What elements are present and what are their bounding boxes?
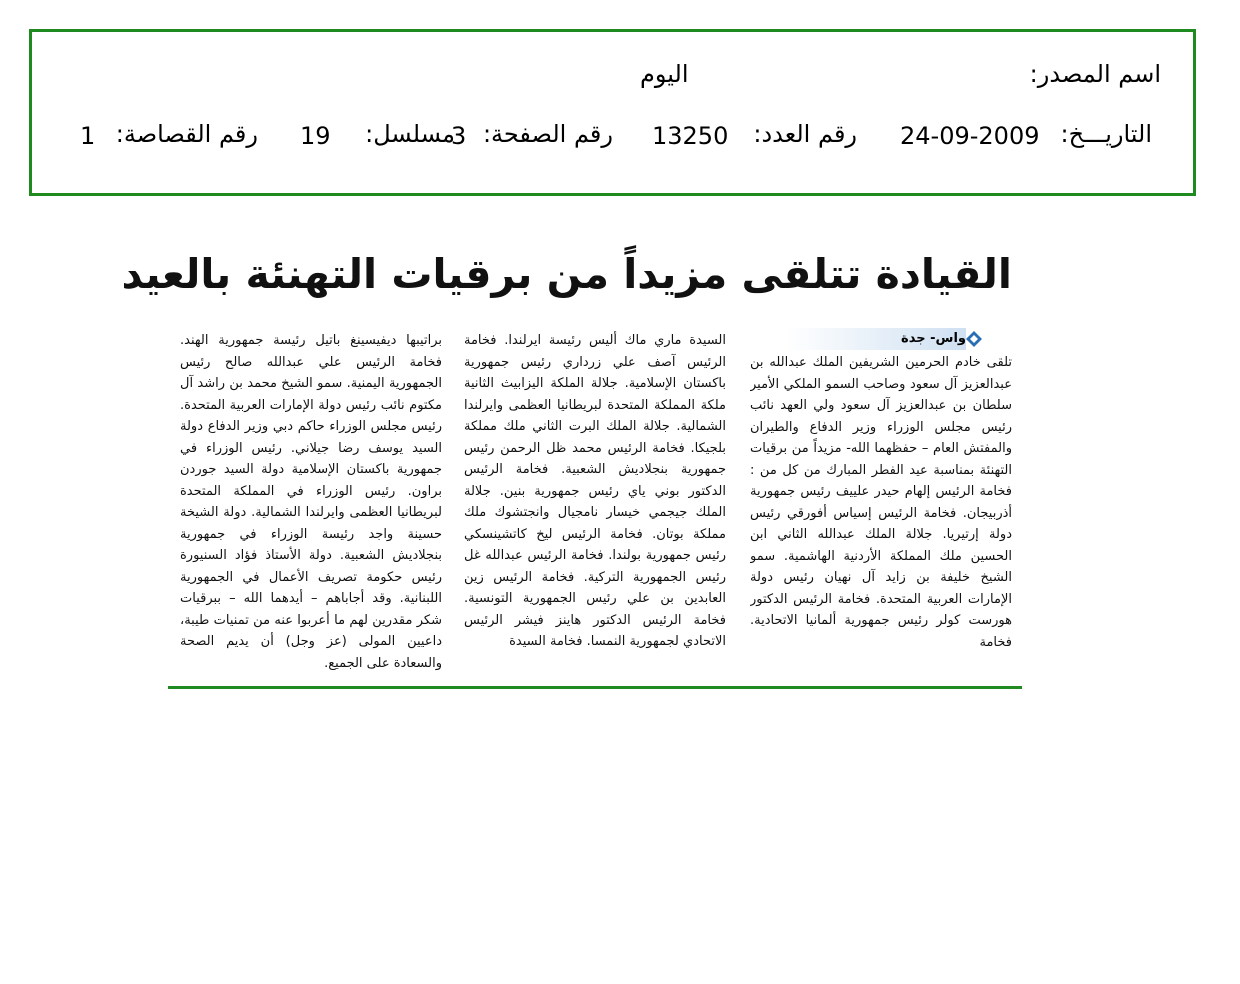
- issue-label: رقم العدد:: [753, 120, 857, 148]
- page-value: 3: [451, 122, 467, 150]
- dateline-text: واس- جدة: [901, 331, 966, 346]
- article-column-3: براتيبها ديفيسينغ باتيل رئيسة جمهورية الهند. فخامة الرئيس علي عبدالله صالح رئيس الجمهورية اليمنية. سمو الشيخ محمد بن راشد آل مكتوم نائب رئيس دولة الإمارات العربية المتحدة. رئيس مجلس الوزراء حاكم دبي وزير الدفاع دولة السيد يوسف رضا جيلاني. رئيس الوزراء في جمهورية باكستان الإسلامية دولة السيد جوردن براون. رئيس الوزراء في المملكة المتحدة لبريطانيا العظمى وايرلندا الشمالية. دولة الشيخة حسينة واجد رئيسة الوزراء في جمهورية بنجلاديش الشعبية. دولة الأستاذ فؤاد السنيورة رئيس حكومة تصريف الأعمال في الجمهورية اللبنانية. وقد أجاباهم – أيدهما الله – ببرقيات شكر مقدرين لهم ما أعربوا عنه من تمنيات طيبة، داعيين المولى (عز وجل) أن يديم الصحة والسعادة على الجميع.: [180, 333, 442, 671]
- page-label: رقم الصفحة:: [482, 120, 613, 148]
- source-value: اليوم: [640, 60, 689, 88]
- date-label: التاريـــخ:: [1060, 120, 1152, 148]
- article-headline: القيادة تتلقى مزيداً من برقيات التهنئة بالعيد: [121, 250, 1012, 298]
- article-column-1: تلقى خادم الحرمين الشريفين الملك عبدالله بن عبدالعزيز آل سعود وصاحب السمو الملكي الأمير سلطان بن عبدالعزيز آل سعود ولي العهد نائب رئيس مجلس الوزراء وزير الدفاع والطيران والمفتش العام – حفظهما الله- مزيداً من برقيات التهنئة بمناسبة عيد الفطر المبارك من كل من : فخامة الرئيس إلهام حيدر علييف رئيس جمهورية أذربيجان. فخامة الرئيس إسياس أفورقي رئيس دولة إرتيريا. جلالة الملك عبدالله الثاني ابن الحسين ملك المملكة الأردنية الهاشمية. سمو الشيخ خليفة بن زايد آل نهيان رئيس دولة الإمارات العربية المتحدة. فخامة الرئيس الدكتور هورست كولر رئيس جمهورية ألمانيا الاتحادية. فخامة: [750, 355, 1012, 650]
- serial-label: مسلسل:: [365, 120, 455, 148]
- article-dateline: [786, 328, 966, 350]
- clip-label: رقم القصاصة:: [115, 120, 258, 148]
- clipping-info-box: [29, 29, 1196, 196]
- date-value: 24-09-2009: [900, 122, 1040, 150]
- issue-value: 13250: [652, 122, 729, 150]
- source-label: اسم المصدر:: [1029, 60, 1161, 88]
- serial-value: 19: [300, 122, 331, 150]
- bottom-divider: [168, 686, 1022, 689]
- article-column-2: السيدة ماري ماك أليس رئيسة ايرلندا. فخامة الرئيس آصف علي زرداري رئيس جمهورية باكستان الإسلامية. جلالة الملكة اليزابيث الثانية ملكة المملكة المتحدة لبريطانيا العظمى وايرلندا الشمالية. جلالة الملك البرت الثاني ملك مملكة بلجيكا. فخامة الرئيس محمد ظل الرحمن رئيس جمهورية بنجلاديش الشعبية. فخامة الرئيس الدكتور بوني ياي رئيس جمهورية بنين. جلالة الملك جيجمي خيسار نامجيال وانجتشوك ملك مملكة بوتان. فخامة الرئيس ليخ كاتشينسكي رئيس جمهورية بولندا. فخامة الرئيس عبدالله غل رئيس الجمهورية التركية. فخامة الرئيس زين العابدين بن علي رئيس الجمهورية التونسية. فخامة الرئيس الدكتور هاينز فيشر الرئيس الاتحادي لجمهورية النمسا. فخامة السيدة: [464, 333, 726, 649]
- clip-value: 1: [80, 122, 96, 150]
- news-clipping: [121, 240, 1022, 692]
- diamond-icon: [966, 331, 982, 347]
